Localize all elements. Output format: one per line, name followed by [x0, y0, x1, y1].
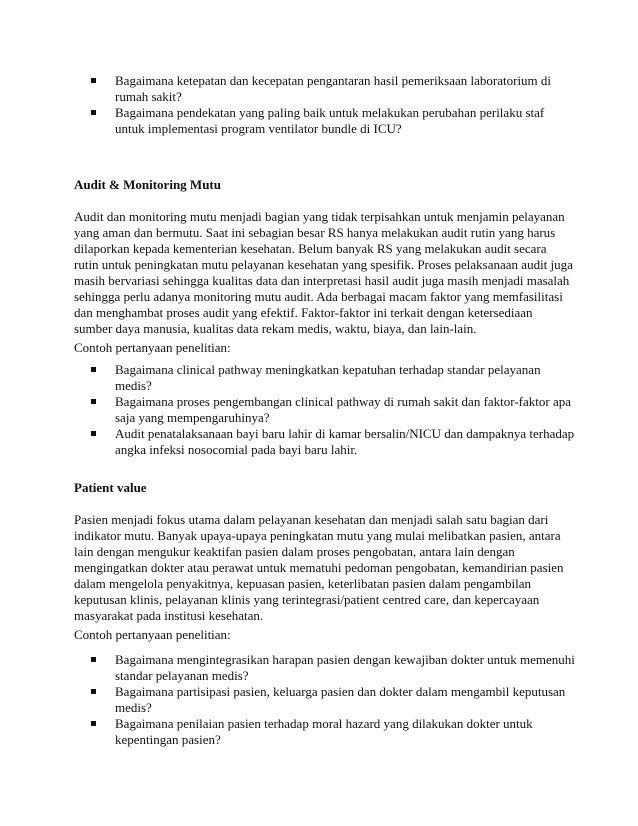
audit-questions-intro: Contoh pertanyaan penelitian:	[74, 340, 231, 355]
list-item-text: Audit penatalaksanaan bayi baru lahir di kamar bersalin/NICU dan dampaknya terhadap angka infeksi nosocomial pada bayi baru lahir.	[115, 426, 575, 457]
patient-questions-list	[91, 652, 577, 748]
bullet-icon	[91, 657, 96, 662]
research-questions-list-top	[91, 73, 577, 137]
bullet-icon	[91, 110, 96, 115]
list-item	[91, 105, 577, 137]
list-item	[91, 426, 577, 458]
list-item-text: Bagaimana penilaian pasien terhadap moral hazard yang dilakukan dokter untuk kepentingan pasien?	[115, 716, 533, 747]
bullet-icon	[91, 78, 96, 83]
list-item	[91, 652, 577, 684]
bullet-icon	[91, 431, 96, 436]
patient-questions-intro: Contoh pertanyaan penelitian:	[74, 627, 231, 642]
list-item-text: Bagaimana proses pengembangan clinical pathway di rumah sakit dan faktor-faktor apa saja yang mempengaruhinya?	[115, 394, 572, 425]
list-item-text: Bagaimana clinical pathway meningkatkan kepatuhan terhadap standar pelayanan medis?	[115, 362, 541, 393]
list-item	[91, 716, 577, 748]
patient-paragraph: Pasien menjadi fokus utama dalam pelayanan kesehatan dan menjadi salah satu bagian dari indikator mutu. Banyak upaya-upaya peningkatan mutu yang mulai melibatkan pasien, antara lain dengan mengukur keaktifan pasien dalam proses pengobatan, antara lain dengan mengingatkan dokter atau perawat untuk mematuhi pedoman pengobatan, kemandirian pasien dalam mengelola penyakitnya, kepuasan pasien, keterlibatan pasien dalam pengambilan keputusan klinis, pelayanan klinis yang terintegrasi/patient centred care, dan kepercayaan masyarakat pada institusi kesehatan.	[74, 512, 564, 623]
bullet-icon	[91, 367, 96, 372]
section-heading-patient-value: Patient value	[74, 480, 147, 495]
bullet-icon	[91, 721, 96, 726]
section-heading-audit: Audit & Monitoring Mutu	[74, 177, 221, 192]
list-item-text: Bagaimana pendekatan yang paling baik untuk melakukan perubahan perilaku staf untuk implementasi program ventilator bundle di ICU?	[115, 105, 545, 136]
list-item	[91, 394, 577, 426]
list-item	[91, 684, 577, 716]
list-item	[91, 362, 577, 394]
audit-questions-list	[91, 362, 577, 458]
bullet-icon	[91, 689, 96, 694]
list-item-text: Bagaimana mengintegrasikan harapan pasien dengan kewajiban dokter untuk memenuhi standar pelayanan medis?	[115, 652, 575, 683]
list-item-text: Bagaimana partisipasi pasien, keluarga pasien dan dokter dalam mengambil keputusan medis?	[115, 684, 566, 715]
bullet-icon	[91, 399, 96, 404]
list-item	[91, 73, 577, 105]
list-item-text: Bagaimana ketepatan dan kecepatan pengantaran hasil pemeriksaan laboratorium di rumah sakit?	[115, 73, 552, 104]
audit-paragraph: Audit dan monitoring mutu menjadi bagian yang tidak terpisahkan untuk menjamin pelayanan yang aman dan bermutu. Saat ini sebagian besar RS hanya melakukan audit rutin yang harus dilaporkan kepada kementerian kesehatan. Belum banyak RS yang melakukan audit secara rutin untuk peningkatan mutu pelayanan kesehatan yang spesifik. Proses pelaksanaan audit juga masih bervariasi sehingga kualitas data dan interpretasi hasil audit juga masih menjadi masalah sehingga perlu adanya monitoring mutu audit. Ada berbagai macam faktor yang memfasilitasi dan menghambat proses audit yang efektif. Faktor-faktor ini terkait dengan ketersediaan sumber daya manusia, kualitas data rekam medis, waktu, biaya, dan lain-lain.	[74, 209, 573, 336]
